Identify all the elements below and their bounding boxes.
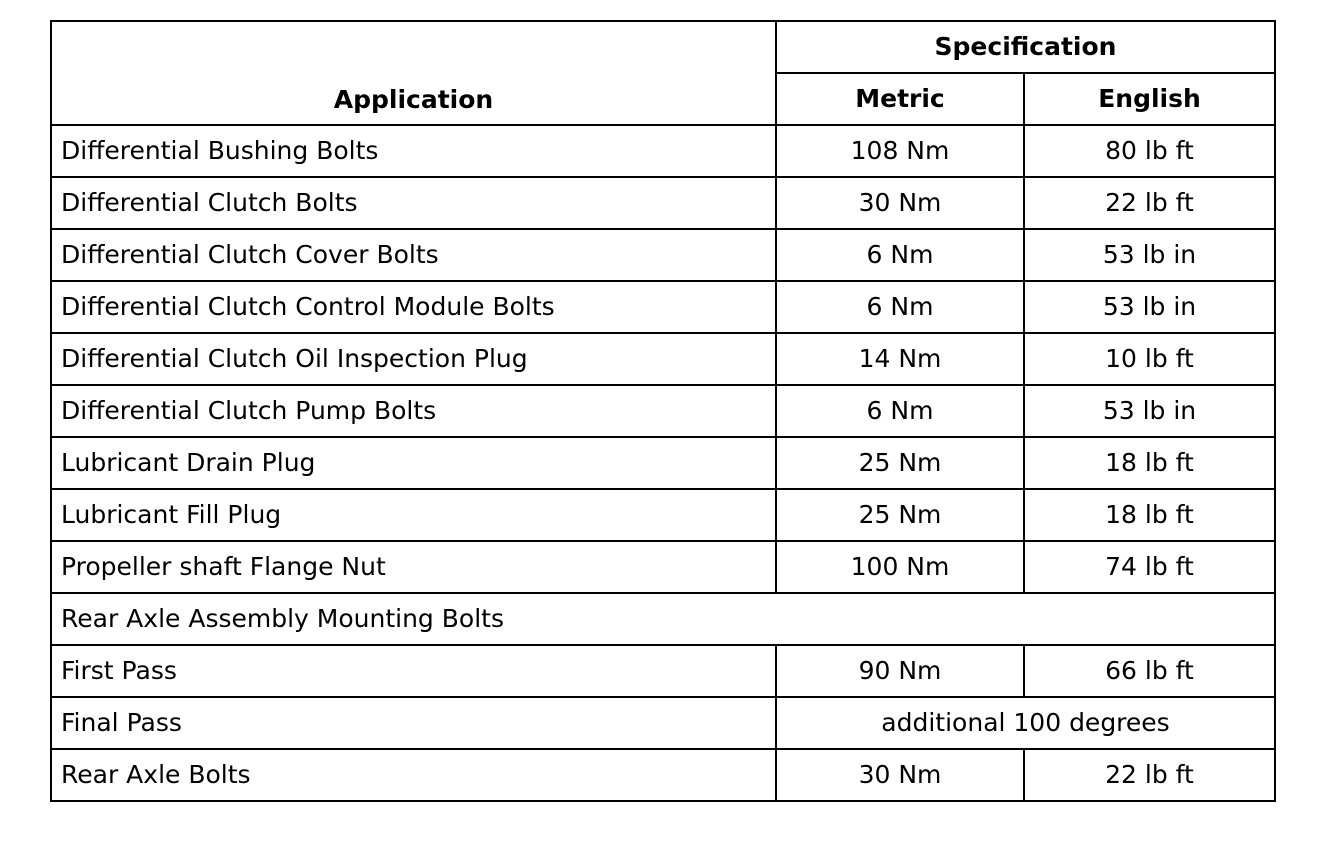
table-row — [51, 229, 1275, 281]
metric-cell: 100 Nm — [776, 541, 1024, 593]
english-cell: 66 lb ft — [1024, 645, 1275, 697]
table-row — [51, 645, 1275, 697]
section-heading-cell: Rear Axle Assembly Mounting Bolts — [51, 593, 1275, 645]
english-cell: 53 lb in — [1024, 281, 1275, 333]
metric-cell: 6 Nm — [776, 385, 1024, 437]
metric-cell: 6 Nm — [776, 281, 1024, 333]
table-row — [51, 697, 1275, 749]
table-row — [51, 489, 1275, 541]
metric-cell: 90 Nm — [776, 645, 1024, 697]
table-row — [51, 541, 1275, 593]
english-cell: 10 lb ft — [1024, 333, 1275, 385]
application-cell: Lubricant Drain Plug — [51, 437, 776, 489]
application-cell: Final Pass — [51, 697, 776, 749]
metric-cell: 30 Nm — [776, 177, 1024, 229]
english-cell: 80 lb ft — [1024, 125, 1275, 177]
specification-header: Specification — [776, 21, 1275, 73]
english-cell: 18 lb ft — [1024, 437, 1275, 489]
application-cell: Propeller shaft Flange Nut — [51, 541, 776, 593]
table-row — [51, 125, 1275, 177]
metric-cell: 25 Nm — [776, 437, 1024, 489]
application-cell: Differential Clutch Oil Inspection Plug — [51, 333, 776, 385]
english-column-header: English — [1024, 73, 1275, 125]
metric-cell: 14 Nm — [776, 333, 1024, 385]
metric-cell: 30 Nm — [776, 749, 1024, 801]
application-cell: Rear Axle Bolts — [51, 749, 776, 801]
metric-column-header: Metric — [776, 73, 1024, 125]
english-cell: 22 lb ft — [1024, 749, 1275, 801]
table-row — [51, 281, 1275, 333]
english-cell: 53 lb in — [1024, 385, 1275, 437]
application-cell: Lubricant Fill Plug — [51, 489, 776, 541]
table-row — [51, 437, 1275, 489]
torque-spec-table — [50, 20, 1276, 802]
metric-cell: 6 Nm — [776, 229, 1024, 281]
application-cell: Differential Bushing Bolts — [51, 125, 776, 177]
table-section-row — [51, 593, 1275, 645]
english-cell: 74 lb ft — [1024, 541, 1275, 593]
table-row — [51, 749, 1275, 801]
application-cell: Differential Clutch Cover Bolts — [51, 229, 776, 281]
table-header — [51, 21, 1275, 125]
table-body — [51, 125, 1275, 801]
application-cell: Differential Clutch Pump Bolts — [51, 385, 776, 437]
application-cell: Differential Clutch Bolts — [51, 177, 776, 229]
application-cell: First Pass — [51, 645, 776, 697]
table-row — [51, 333, 1275, 385]
table-row — [51, 177, 1275, 229]
header-row-top — [51, 21, 1275, 73]
english-cell: 53 lb in — [1024, 229, 1275, 281]
metric-cell: 108 Nm — [776, 125, 1024, 177]
table-row — [51, 385, 1275, 437]
english-cell: 18 lb ft — [1024, 489, 1275, 541]
metric-cell: 25 Nm — [776, 489, 1024, 541]
merged-spec-cell: additional 100 degrees — [776, 697, 1275, 749]
application-cell: Differential Clutch Control Module Bolts — [51, 281, 776, 333]
application-column-header: Application — [51, 21, 776, 125]
english-cell: 22 lb ft — [1024, 177, 1275, 229]
